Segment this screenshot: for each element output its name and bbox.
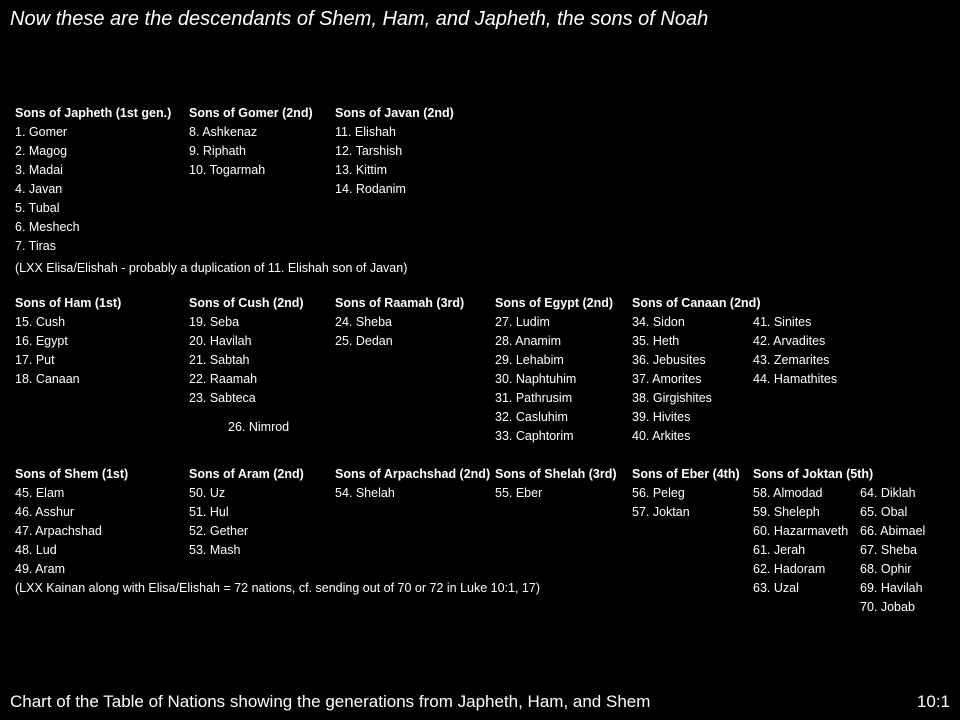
nation-item: 51. Hul: [189, 505, 229, 519]
japheth-col-1: [15, 104, 171, 256]
nation-item: 40. Arkites: [632, 429, 691, 443]
nation-item: 24. Sheba: [335, 315, 392, 329]
nation-item: 21. Sabtah: [189, 353, 250, 367]
nation-item: 63. Uzal: [753, 581, 799, 595]
column-header: Sons of Shem (1st): [15, 467, 129, 481]
nation-item: 9. Riphath: [189, 144, 246, 158]
nation-item: 55. Eber: [495, 486, 543, 500]
nation-item: 1. Gomer: [15, 125, 68, 139]
nation-item: 16. Egypt: [15, 334, 68, 348]
japheth-note: (LXX Elisa/Elishah - probably a duplication of 11. Elishah son of Javan): [15, 261, 408, 275]
nation-item: 66. Abimael: [860, 524, 926, 538]
nation-item: 5. Tubal: [15, 201, 60, 215]
shem-col-5: [632, 465, 740, 522]
nation-item: 45. Elam: [15, 486, 65, 500]
nimrod-label: 26. Nimrod: [228, 420, 290, 434]
japheth-col-2: [189, 104, 313, 180]
ham-col-5: [632, 294, 760, 446]
shem-col-4: [495, 465, 617, 503]
nation-item: 43. Zemarites: [753, 353, 830, 367]
nation-item: 70. Jobab: [860, 600, 915, 614]
nation-item: 44. Hamathites: [753, 372, 838, 386]
nation-item: 6. Meshech: [15, 220, 80, 234]
nation-item: 65. Obal: [860, 505, 908, 519]
nation-item: 8. Ashkenaz: [189, 125, 258, 139]
nation-item: 34. Sidon: [632, 315, 685, 329]
shem-col-1: [15, 465, 128, 579]
ham-col-2: [189, 294, 304, 408]
nation-item: 28. Anamim: [495, 334, 562, 348]
nation-item: 7. Tiras: [15, 239, 56, 253]
nation-item: 27. Ludim: [495, 315, 550, 329]
nation-item: 57. Joktan: [632, 505, 690, 519]
verse-reference: 10:1: [916, 692, 950, 711]
slide-title: Now these are the descendants of Shem, Ham, and Japheth, the sons of Noah: [10, 8, 709, 30]
column-header: Sons of Raamah (3rd): [335, 296, 465, 310]
nation-item: 4. Javan: [15, 182, 63, 196]
nation-item: 62. Hadoram: [753, 562, 826, 576]
nation-item: 12. Tarshish: [335, 144, 403, 158]
shem-col-3: [335, 465, 490, 503]
nation-item: 53. Mash: [189, 543, 241, 557]
nation-item: 59. Sheleph: [753, 505, 820, 519]
nation-item: 37. Amorites: [632, 372, 702, 386]
nation-item: 64. Diklah: [860, 486, 916, 500]
nation-item: 23. Sabteca: [189, 391, 256, 405]
shem-col-2: [189, 465, 304, 560]
nation-item: 20. Havilah: [189, 334, 252, 348]
nation-item: 50. Uz: [189, 486, 226, 500]
nation-item: 33. Caphtorim: [495, 429, 574, 443]
column-header: Sons of Ham (1st): [15, 296, 122, 310]
japheth-col-3: [335, 104, 454, 199]
nation-item: 30. Naphtuhim: [495, 372, 577, 386]
nation-item: 46. Asshur: [15, 505, 75, 519]
column-header: Sons of Canaan (2nd): [632, 296, 761, 310]
nation-item: 35. Heth: [632, 334, 680, 348]
column-header: Sons of Cush (2nd): [189, 296, 304, 310]
column-header: Sons of Javan (2nd): [335, 106, 454, 120]
nation-item: 60. Hazarmaveth: [753, 524, 849, 538]
column-header: Sons of Joktan (5th): [753, 467, 874, 481]
nation-item: 19. Seba: [189, 315, 240, 329]
nation-item: 38. Girgishites: [632, 391, 712, 405]
nation-item: 10. Togarmah: [189, 163, 266, 177]
column-header: Sons of Aram (2nd): [189, 467, 304, 481]
nation-item: 2. Magog: [15, 144, 68, 158]
column-header: Sons of Japheth (1st gen.): [15, 106, 172, 120]
column-header: Sons of Egypt (2nd): [495, 296, 614, 310]
nation-item: 32. Casluhim: [495, 410, 568, 424]
nation-item: 58. Almodad: [753, 486, 823, 500]
nation-item: 48. Lud: [15, 543, 57, 557]
nation-item: 42. Arvadites: [753, 334, 826, 348]
ham-col-4: [495, 294, 613, 446]
nation-item: 18. Canaan: [15, 372, 80, 386]
column-header: Sons of Arpachshad (2nd): [335, 467, 491, 481]
nation-item: 15. Cush: [15, 315, 66, 329]
nation-item: 14. Rodanim: [335, 182, 406, 196]
nation-item: 56. Peleg: [632, 486, 685, 500]
ham-col-1: [15, 294, 121, 389]
nation-item: 17. Put: [15, 353, 55, 367]
nation-item: 25. Dedan: [335, 334, 393, 348]
nation-item: 52. Gether: [189, 524, 249, 538]
nation-item: 22. Raamah: [189, 372, 258, 386]
nation-item: 47. Arpachshad: [15, 524, 102, 538]
nation-item: 68. Ophir: [860, 562, 912, 576]
nation-item: 39. Hivites: [632, 410, 691, 424]
nation-item: 31. Pathrusim: [495, 391, 573, 405]
nation-item: 61. Jerah: [753, 543, 806, 557]
ham-col-3: [335, 294, 464, 351]
shem-note: (LXX Kainan along with Elisa/Elishah = 72 nations, cf. sending out of 70 or 72 in Luke 10:1, 17): [15, 581, 540, 595]
nation-item: 36. Jebusites: [632, 353, 706, 367]
nation-item: 13. Kittim: [335, 163, 388, 177]
column-header: [860, 465, 925, 484]
shem-col-7: [860, 465, 925, 617]
nation-item: 3. Madai: [15, 163, 63, 177]
nation-item: 69. Havilah: [860, 581, 923, 595]
nation-item: 67. Sheba: [860, 543, 917, 557]
nation-item: 49. Aram: [15, 562, 66, 576]
shem-col-6: [753, 465, 873, 598]
slide-footer: Chart of the Table of Nations showing the generations from Japheth, Ham, and Shem: [10, 692, 651, 711]
column-header: Sons of Gomer (2nd): [189, 106, 313, 120]
column-header: [753, 294, 837, 313]
nation-item: 29. Lehabim: [495, 353, 564, 367]
column-header: Sons of Shelah (3rd): [495, 467, 617, 481]
column-header: Sons of Eber (4th): [632, 467, 740, 481]
nation-item: 41. Sinites: [753, 315, 812, 329]
nation-item: 11. Elishah: [335, 125, 396, 139]
nation-item: 54. Shelah: [335, 486, 395, 500]
ham-col-6: [753, 294, 837, 389]
